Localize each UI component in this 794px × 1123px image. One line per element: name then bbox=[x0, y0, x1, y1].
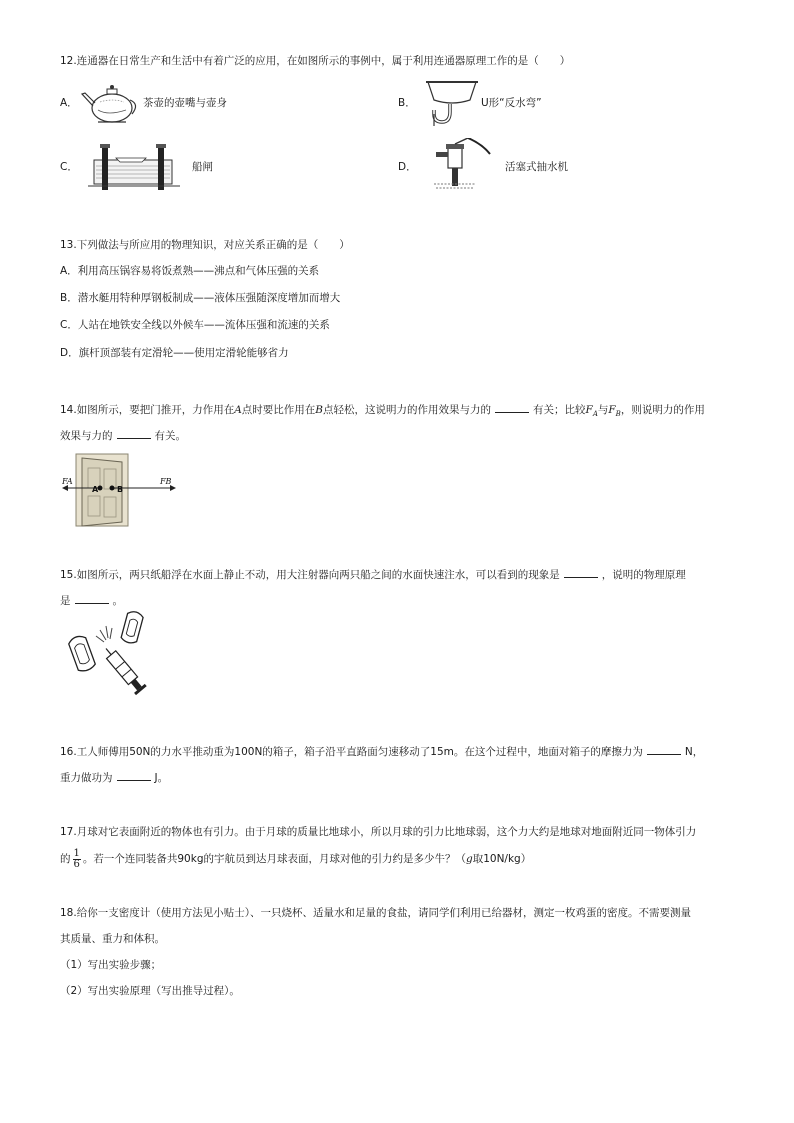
q17-line2 bbox=[60, 848, 531, 870]
q16-line2-a: 重力做功为 bbox=[60, 772, 113, 784]
q16-blank-2[interactable] bbox=[117, 770, 151, 781]
q15-line1-b: ，说明的物理原理 bbox=[601, 569, 686, 581]
fb-label: FB bbox=[160, 477, 172, 486]
q12-option-a-text: 茶壶的壶嘴与壶身 bbox=[143, 97, 227, 109]
q17-g-letter: g bbox=[465, 853, 473, 865]
q14-and: 与 bbox=[597, 404, 609, 416]
q14-text-2: 点时要比作用在 bbox=[241, 404, 316, 416]
q14-point-a: A bbox=[234, 404, 242, 416]
point-b-label: B bbox=[117, 485, 124, 494]
q13-option-b: B．潜水艇用特种厚钢板制成——液体压强随深度增加而增大 bbox=[60, 292, 341, 304]
q14-text-5: ，则说明力的作用 bbox=[620, 404, 705, 416]
fraction-numerator: 1 bbox=[73, 847, 80, 859]
paper-boats-figure bbox=[62, 610, 154, 700]
q17-line2-end: 取10N/kg） bbox=[472, 853, 532, 865]
q17-line2-prefix: 的 bbox=[60, 853, 71, 865]
q14-line2-b: 有关。 bbox=[154, 430, 186, 442]
q16-line1 bbox=[60, 744, 703, 760]
point-a-label: A bbox=[92, 485, 99, 494]
q16-line1-b: N， bbox=[684, 746, 704, 758]
q17-line1: 17.月球对它表面附近的物体也有引力。由于月球的质量比地球小，所以月球的引力比地球弱，这个力大约是地球对地面附近同一物体引力 bbox=[60, 826, 697, 838]
q12-stem: 12.连通器在日常生产和生活中有着广泛的应用，在如图所示的事例中，属于利用连通器原理工作的是（ ） bbox=[60, 55, 571, 67]
q12-option-b-letter: B． bbox=[398, 97, 416, 109]
q14-fb-sub: B bbox=[615, 410, 621, 419]
q13-option-a: A．利用高压锅容易将饭煮熟——沸点和气体压强的关系 bbox=[60, 265, 320, 277]
q12-option-d-letter: D． bbox=[398, 161, 417, 173]
q15-blank-1[interactable] bbox=[564, 567, 598, 578]
q15-blank-2[interactable] bbox=[75, 593, 109, 604]
q14-point-b: B bbox=[315, 404, 324, 416]
q18-sub1: （1）写出实验步骤； bbox=[60, 959, 162, 971]
q15-line1-a: 15.如图所示，两只纸船浮在水面上静止不动，用大注射器向两只船之间的水面快速注水，可以看到的现象是 bbox=[60, 569, 560, 581]
q18-line1: 18.给你一支密度计（使用方法见小贴士）、一只烧杯、适量水和足量的食盐，请同学们利用已给器材，测定一枚鸡蛋的密度。不需要测量 bbox=[60, 907, 691, 919]
ship-lock-figure bbox=[86, 142, 182, 192]
q12-option-d-text: 活塞式抽水机 bbox=[505, 161, 568, 173]
q15-line2 bbox=[60, 593, 123, 609]
one-sixth-fraction bbox=[73, 849, 81, 870]
q16-blank-1[interactable] bbox=[647, 744, 681, 755]
q15-line1 bbox=[60, 567, 686, 583]
teapot-figure bbox=[78, 80, 142, 126]
q14-text-1: 14.如图所示，要把门推开，力作用在 bbox=[60, 404, 235, 416]
q16-line1-a: 16.工人师傅用50N的力水平推动重为100N的箱子，箱子沿平直路面匀速移动了15m。在这个过程中，地面对箱子的摩擦力为 bbox=[60, 746, 643, 758]
q13-stem: 13.下列做法与所应用的物理知识，对应关系正确的是（ ） bbox=[60, 239, 350, 251]
q15-line2-b: 。 bbox=[112, 595, 123, 607]
q14-line2 bbox=[60, 428, 186, 444]
q18-sub2: （2）写出实验原理（写出推导过程）。 bbox=[60, 985, 240, 997]
q14-text-3: 点轻松，这说明力的作用效果与力的 bbox=[323, 404, 492, 416]
q13-option-c: C．人站在地铁安全线以外候车——流体压强和流速的关系 bbox=[60, 319, 330, 331]
fa-label: FA bbox=[62, 477, 73, 486]
q14-text-4: 有关；比较 bbox=[533, 404, 586, 416]
q12-option-c-text: 船闸 bbox=[192, 161, 213, 173]
sink-trap-figure bbox=[424, 78, 480, 130]
q14-line1 bbox=[60, 402, 705, 422]
q18-line2: 其质量、重力和体积。 bbox=[60, 933, 165, 945]
q14-fb-letter: F bbox=[608, 404, 616, 416]
q12-option-a-letter: A． bbox=[60, 97, 78, 109]
q13-option-d: D．旗杆顶部装有定滑轮——使用定滑轮能够省力 bbox=[60, 347, 289, 359]
q15-line2-a: 是 bbox=[60, 595, 71, 607]
q14-fa-sub: A bbox=[592, 410, 598, 419]
q12-option-b-text: U形“反水弯” bbox=[481, 97, 542, 109]
q16-line2-b: J。 bbox=[154, 772, 169, 784]
fraction-denominator: 6 bbox=[73, 858, 80, 870]
q14-blank-2[interactable] bbox=[117, 428, 151, 439]
piston-pump-figure bbox=[428, 138, 494, 194]
q12-option-c-letter: C． bbox=[60, 161, 78, 173]
q14-fa-letter: F bbox=[585, 404, 593, 416]
q16-line2 bbox=[60, 770, 168, 786]
q17-line2-mid: 。若一个连同装备共90kg的宇航员到达月球表面，月球对他的引力约是多少牛？（ bbox=[82, 853, 466, 865]
door-figure bbox=[62, 452, 190, 528]
q14-line2-a: 效果与力的 bbox=[60, 430, 113, 442]
q14-blank-1[interactable] bbox=[495, 402, 529, 413]
